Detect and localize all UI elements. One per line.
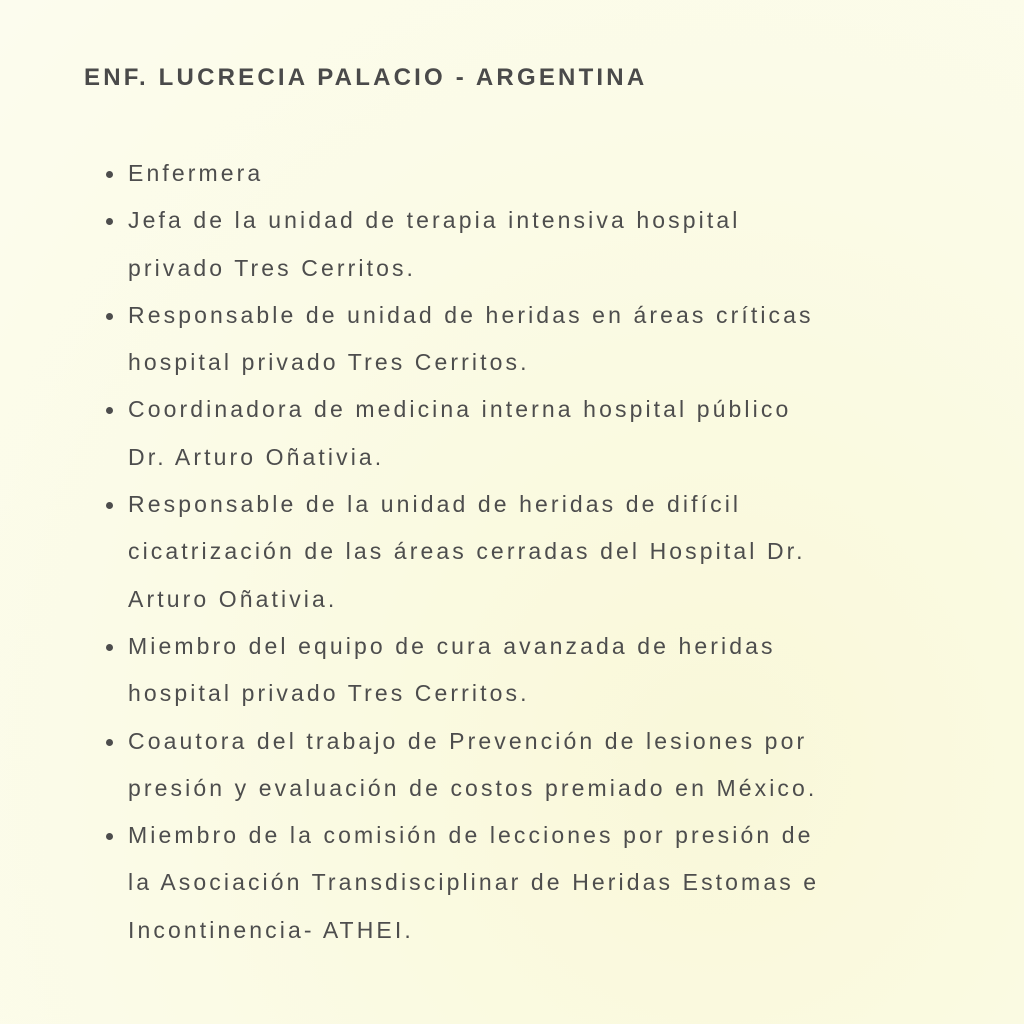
list-item [104, 150, 984, 197]
bullet-dot-icon [106, 739, 113, 746]
list-item-text: hospital privado Tres Cerritos. [128, 680, 530, 707]
list-item-text: Miembro del equipo de cura avanzada de heridas [128, 632, 776, 659]
list-item-text: cicatrización de las áreas cerradas del Hospital Dr. [128, 538, 806, 565]
list-item-text: Coordinadora de medicina interna hospital público [128, 396, 792, 423]
list-item-text: la Asociación Transdisciplinar de Heridas Estomas e [128, 869, 820, 896]
list-item-text: presión y evaluación de costos premiado en México. [128, 774, 818, 801]
page-title: ENF. LUCRECIA PALACIO - ARGENTINA [84, 64, 648, 91]
list-item-text: privado Tres Cerritos. [128, 254, 417, 281]
bullet-dot-icon [106, 218, 113, 225]
bullet-dot-icon [106, 171, 113, 178]
list-item [104, 481, 984, 623]
bullet-dot-icon [106, 407, 113, 414]
list-item [104, 386, 984, 481]
bullet-list [104, 150, 984, 954]
list-item-text: Jefa de la unidad de terapia intensiva hospital [128, 207, 741, 234]
list-item [104, 812, 984, 954]
list-item [104, 718, 984, 813]
list-item-text: Enfermera [128, 160, 264, 186]
list-item-text: Miembro de la comisión de lecciones por presión de [128, 822, 814, 849]
list-item-text: Incontinencia- ATHEI. [128, 916, 414, 943]
list-item-text: Responsable de la unidad de heridas de difícil [128, 491, 742, 518]
bullet-dot-icon [106, 313, 113, 320]
bullet-dot-icon [106, 833, 113, 840]
list-item-text: Responsable de unidad de heridas en áreas críticas [128, 301, 814, 328]
list-item-text: Coautora del trabajo de Prevención de lesiones por [128, 727, 808, 754]
list-item-text: hospital privado Tres Cerritos. [128, 349, 530, 376]
list-item-text: Arturo Oñativia. [128, 585, 338, 612]
bullet-dot-icon [106, 644, 113, 651]
list-item [104, 292, 984, 387]
list-item [104, 623, 984, 718]
list-item-text: Dr. Arturo Oñativia. [128, 443, 385, 470]
bullet-dot-icon [106, 502, 113, 509]
list-item [104, 197, 984, 292]
